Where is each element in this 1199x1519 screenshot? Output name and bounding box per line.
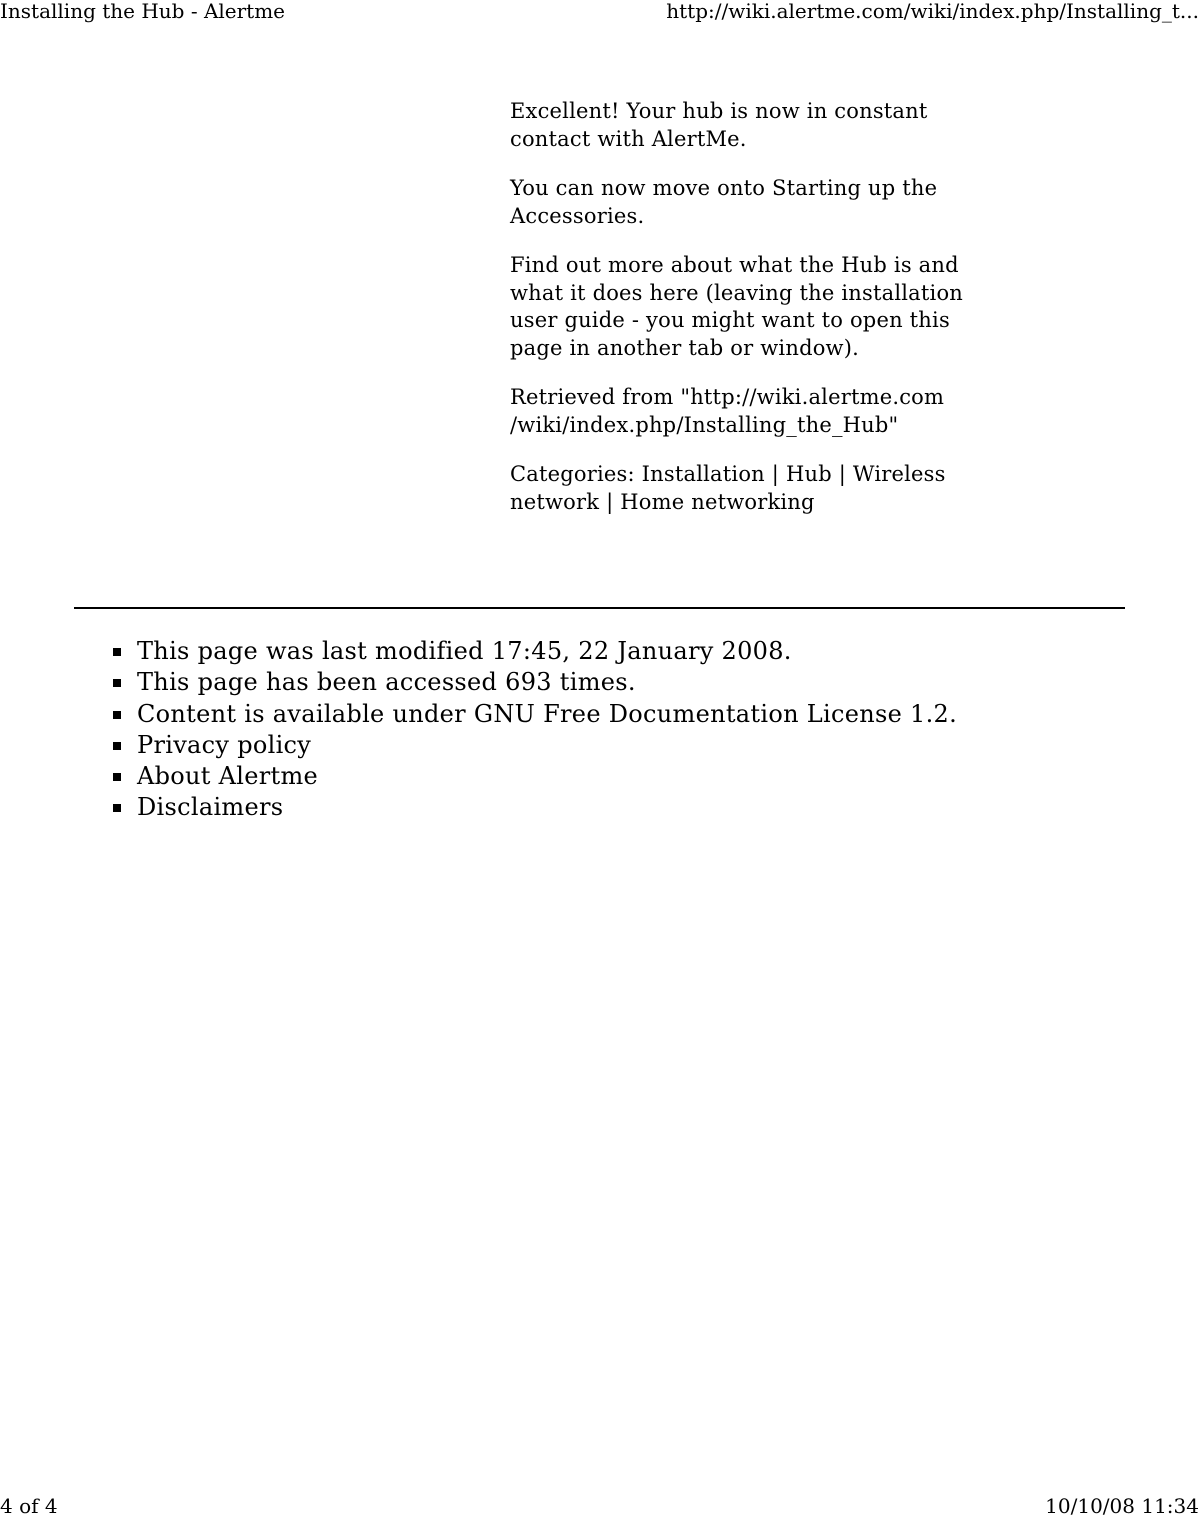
categories-label: Categories: [510,462,635,486]
article-content [510,98,998,516]
square-bullet-icon [113,742,121,750]
retrieved-suffix: " [888,412,899,437]
footer-item-license[interactable]: Content is available under GNU Free Documentation License 1.2. [113,699,957,730]
print-footer-page-number: 4 of 4 [0,1494,58,1518]
print-header-url: http://wiki.alertme.com/wiki/index.php/Installing_t... [666,0,1199,23]
square-bullet-icon [113,711,121,719]
category-separator: | [771,462,780,486]
footer-link-privacy-policy[interactable]: Privacy policy [113,730,957,761]
categories-line [510,461,998,516]
retrieved-url-line1[interactable]: http://wiki.alertme.com [690,385,945,409]
footer-divider [74,607,1125,609]
footer-item-last-modified: This page was last modified 17:45, 22 January 2008. [113,636,957,667]
category-link-hub[interactable]: Hub [785,462,832,486]
square-bullet-icon [113,804,121,812]
square-bullet-icon [113,679,121,687]
paragraph-find-out-more: Find out more about what the Hub is and what it does here (leaving the installation user guide - you might want to open this page in another tab or window). [510,253,964,360]
footer-link-about[interactable]: About Alertme [113,761,957,792]
retrieved-url-line2[interactable]: /wiki/index.php/Installing_the_Hub [510,412,889,437]
category-link-home-networking[interactable]: Home networking [620,489,815,514]
category-separator: | [838,462,847,486]
footer-item-access-count: This page has been accessed 693 times. [113,667,957,698]
paragraph-hub-contact: Excellent! Your hub is now in constant contact with AlertMe. [510,99,928,151]
print-footer-datetime: 10/10/08 11:34 [1045,1494,1199,1518]
category-link-installation[interactable]: Installation [641,462,765,486]
square-bullet-icon [113,773,121,781]
footer-list [113,636,957,824]
category-link-wireless-network[interactable]: Wireless network [510,462,946,514]
paragraph-next-step: You can now move onto Starting up the Accessories. [510,176,938,228]
category-separator: | [606,489,614,514]
square-bullet-icon [113,648,121,656]
print-header-title: Installing the Hub - Alertme [0,0,286,23]
retrieved-prefix: Retrieved from " [510,385,691,409]
retrieved-from [510,384,998,439]
footer-link-disclaimers[interactable]: Disclaimers [113,792,957,823]
